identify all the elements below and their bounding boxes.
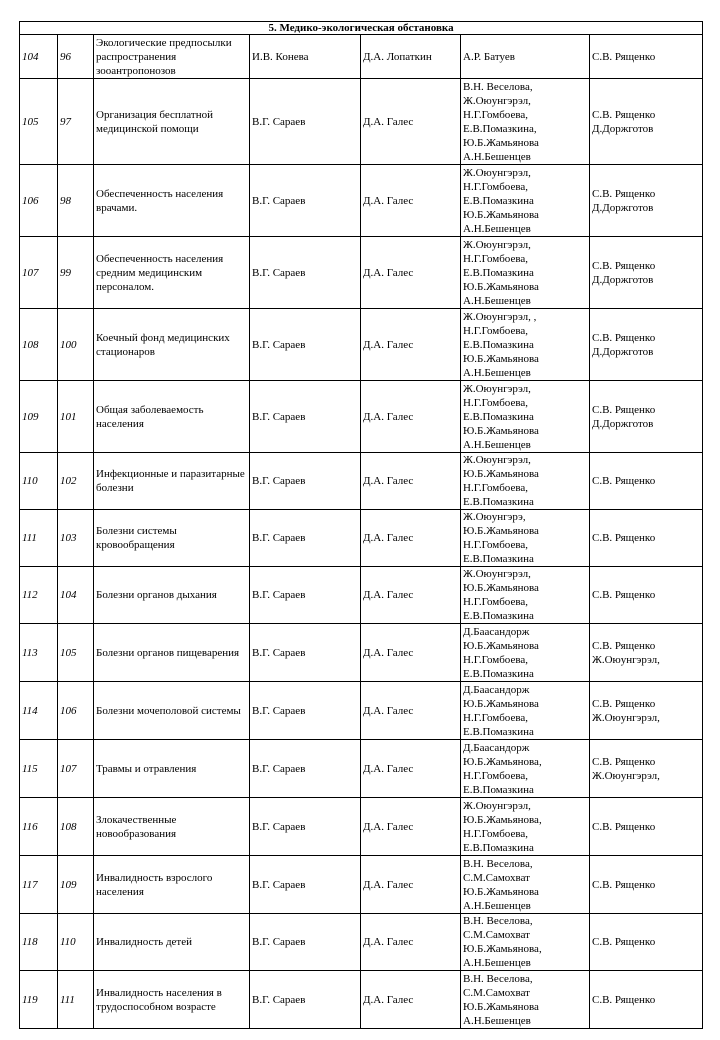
co-author: Ю.Б.Жамьянова,: [463, 755, 542, 768]
consultants-cell: [590, 381, 703, 453]
co-author: А.Н.Бешенцев: [463, 438, 531, 451]
map-author: В.Г. Сараев: [250, 453, 361, 510]
map-author: В.Г. Сараев: [250, 567, 361, 624]
table-row: [20, 309, 703, 381]
co-author: В.Н. Веселова,: [463, 857, 533, 870]
co-author: Д.Баасандорж: [463, 741, 530, 754]
co-authors-cell: [461, 624, 590, 682]
co-author: Е.В.Помазкина: [463, 553, 534, 565]
map-author: В.Г. Сараев: [250, 237, 361, 309]
map-topic: Травмы и отравления: [94, 740, 250, 798]
consultants-cell: [590, 914, 703, 971]
table-row: [20, 165, 703, 237]
consultant: Ж.Оюунгэрэл,: [592, 653, 660, 666]
co-author: С.М.Самохват: [463, 929, 530, 941]
consultant: С.В. Рященко: [592, 532, 656, 544]
consultant: С.В. Рященко: [592, 259, 656, 272]
co-author: А.Н.Бешенцев: [463, 366, 531, 379]
consultant: С.В. Рященко: [592, 331, 656, 344]
row-number: 108: [20, 309, 58, 381]
table-row: [20, 453, 703, 510]
map-editor: Д.А. Галес: [361, 798, 461, 856]
map-topic: Болезни мочеполовой системы: [94, 682, 250, 740]
consultant: С.В. Рященко: [592, 187, 656, 200]
map-editor: Д.А. Лопаткин: [361, 35, 461, 79]
map-topic: Болезни органов дыхания: [94, 567, 250, 624]
row-number: 107: [20, 237, 58, 309]
consultants-cell: [590, 309, 703, 381]
map-editor: Д.А. Галес: [361, 567, 461, 624]
map-number: 102: [58, 453, 94, 510]
co-author: В.Н. Веселова,: [463, 80, 533, 93]
consultants-cell: [590, 624, 703, 682]
map-author: В.Г. Сараев: [250, 309, 361, 381]
consultant: Д.Доржготов: [592, 201, 654, 214]
co-author: Н.Г.Гомбоева,: [463, 482, 529, 494]
row-number: 113: [20, 624, 58, 682]
map-editor: Д.А. Галес: [361, 510, 461, 567]
co-author: С.М.Самохват: [463, 986, 530, 999]
co-authors-cell: [461, 309, 590, 381]
section-title: 5. Медико-экологическая обстановка: [20, 22, 703, 35]
consultant: Д.Доржготов: [592, 345, 654, 358]
table-row: [20, 682, 703, 740]
co-author: Е.В.Помазкина,: [463, 122, 537, 135]
co-author: В.Н. Веселова,: [463, 972, 533, 985]
row-number: 119: [20, 971, 58, 1029]
map-author: В.Г. Сараев: [250, 165, 361, 237]
consultants-cell: [590, 856, 703, 914]
consultants-cell: [590, 510, 703, 567]
consultant: С.В. Рященко: [592, 878, 656, 891]
consultants-cell: [590, 237, 703, 309]
map-editor: Д.А. Галес: [361, 165, 461, 237]
map-number: 99: [58, 237, 94, 309]
consultant: С.В. Рященко: [592, 639, 656, 652]
map-editor: Д.А. Галес: [361, 237, 461, 309]
map-editor: Д.А. Галес: [361, 682, 461, 740]
co-author: Ю.Б.Жамьянова: [463, 352, 539, 365]
map-topic: Экологические предпосылки распространения зооантропонозов: [94, 35, 250, 79]
co-author: Ю.Б.Жамьянова: [463, 885, 539, 898]
map-author: В.Г. Сараев: [250, 510, 361, 567]
map-topic: Инвалидность детей: [94, 914, 250, 971]
map-topic: Обеспеченность населения средним медицинским персоналом.: [94, 237, 250, 309]
co-author: Ю.Б.Жамьянова,: [463, 813, 542, 826]
map-author: В.Г. Сараев: [250, 740, 361, 798]
co-author: Н.Г.Гомбоева,: [463, 539, 529, 551]
consultant: Д.Доржготов: [592, 273, 654, 286]
row-number: 112: [20, 567, 58, 624]
consultants-cell: [590, 682, 703, 740]
co-author: Ю.Б.Жамьянова,: [463, 943, 542, 955]
map-editor: Д.А. Галес: [361, 309, 461, 381]
section-header-row: [20, 22, 703, 35]
map-number: 106: [58, 682, 94, 740]
co-author: Ю.Б.Жамьянова: [463, 136, 539, 149]
map-number: 105: [58, 624, 94, 682]
map-number: 108: [58, 798, 94, 856]
co-author: А.Н.Бешенцев: [463, 222, 531, 235]
row-number: 115: [20, 740, 58, 798]
co-author: Е.В.Помазкина: [463, 841, 534, 854]
co-author: Д.Баасандорж: [463, 683, 530, 696]
map-topic: Коечный фонд медицинских стационаров: [94, 309, 250, 381]
co-author: А.Р. Батуев: [463, 50, 515, 63]
map-topic: Организация бесплатной медицинской помощи: [94, 79, 250, 165]
co-authors-cell: [461, 682, 590, 740]
co-author: Д.Баасандорж: [463, 625, 530, 638]
map-topic: Инвалидность взрослого населения: [94, 856, 250, 914]
consultant: Д.Доржготов: [592, 122, 654, 135]
table-row: [20, 740, 703, 798]
co-author: Ж.Оюунгэрэл,: [463, 382, 531, 395]
co-authors-cell: [461, 798, 590, 856]
consultants-cell: [590, 35, 703, 79]
map-number: 98: [58, 165, 94, 237]
map-number: 96: [58, 35, 94, 79]
co-author: Н.Г.Гомбоева,: [463, 769, 529, 782]
consultants-cell: [590, 79, 703, 165]
map-editor: Д.А. Галес: [361, 856, 461, 914]
table-row: [20, 624, 703, 682]
consultants-cell: [590, 567, 703, 624]
map-editor: Д.А. Галес: [361, 624, 461, 682]
map-topic: Инвалидность населения в трудоспособном возрасте: [94, 971, 250, 1029]
consultant: С.В. Рященко: [592, 820, 656, 833]
table-row: [20, 237, 703, 309]
co-author: Ю.Б.Жамьянова: [463, 468, 539, 480]
row-number: 109: [20, 381, 58, 453]
map-topic: Болезни системы кровообращения: [94, 510, 250, 567]
co-author: Н.Г.Гомбоева,: [463, 596, 529, 608]
co-authors-cell: [461, 381, 590, 453]
table-row: [20, 381, 703, 453]
co-authors-cell: [461, 914, 590, 971]
row-number: 104: [20, 35, 58, 79]
consultants-cell: [590, 165, 703, 237]
row-number: 117: [20, 856, 58, 914]
map-author: И.В. Конева: [250, 35, 361, 79]
co-author: Ж.Оюунгэрэ,: [463, 511, 526, 523]
co-authors-cell: [461, 79, 590, 165]
map-author: В.Г. Сараев: [250, 798, 361, 856]
co-author: Е.В.Помазкина: [463, 338, 534, 351]
row-number: 118: [20, 914, 58, 971]
co-authors-cell: [461, 237, 590, 309]
row-number: 111: [20, 510, 58, 567]
consultant: С.В. Рященко: [592, 403, 656, 416]
co-author: Е.В.Помазкина: [463, 610, 534, 622]
consultant: Ж.Оюунгэрэл,: [592, 769, 660, 782]
co-author: Е.В.Помазкина: [463, 725, 534, 738]
co-author: Н.Г.Гомбоева,: [463, 324, 529, 337]
co-author: Ж.Оюунгэрэл,: [463, 166, 531, 179]
co-authors-cell: [461, 35, 590, 79]
co-author: А.Н.Бешенцев: [463, 899, 531, 912]
row-number: 105: [20, 79, 58, 165]
map-number: 109: [58, 856, 94, 914]
map-topic: Болезни органов пищеварения: [94, 624, 250, 682]
map-editor: Д.А. Галес: [361, 453, 461, 510]
co-author: Ю.Б.Жамьянова: [463, 697, 539, 710]
consultant: Ж.Оюунгэрэл,: [592, 711, 660, 724]
co-author: С.М.Самохват: [463, 871, 530, 884]
map-author: В.Г. Сараев: [250, 381, 361, 453]
co-author: Н.Г.Гомбоева,: [463, 711, 529, 724]
co-author: Е.В.Помазкина: [463, 496, 534, 508]
map-author: В.Г. Сараев: [250, 971, 361, 1029]
co-author: Ю.Б.Жамьянова: [463, 639, 539, 652]
co-author: Ю.Б.Жамьянова: [463, 280, 539, 293]
consultant: С.В. Рященко: [592, 108, 656, 121]
consultant: С.В. Рященко: [592, 755, 656, 768]
co-authors-cell: [461, 567, 590, 624]
table-row: [20, 79, 703, 165]
map-editor: Д.А. Галес: [361, 740, 461, 798]
co-author: Н.Г.Гомбоева,: [463, 827, 529, 840]
row-number: 114: [20, 682, 58, 740]
co-author: Е.В.Помазкина: [463, 783, 534, 796]
map-author: В.Г. Сараев: [250, 856, 361, 914]
map-number: 103: [58, 510, 94, 567]
table-row: [20, 914, 703, 971]
co-author: Ю.Б.Жамьянова: [463, 582, 539, 594]
consultant: С.В. Рященко: [592, 50, 656, 63]
co-author: Ж.Оюунгэрэл,: [463, 799, 531, 812]
consultants-cell: [590, 971, 703, 1029]
consultants-cell: [590, 740, 703, 798]
co-author: Н.Г.Гомбоева,: [463, 180, 529, 193]
map-topic: Общая заболеваемость населения: [94, 381, 250, 453]
table-row: [20, 856, 703, 914]
map-editor: Д.А. Галес: [361, 914, 461, 971]
co-author: А.Н.Бешенцев: [463, 1014, 531, 1027]
map-author: В.Г. Сараев: [250, 682, 361, 740]
map-topic: Злокачественные новообразования: [94, 798, 250, 856]
co-author: Е.В.Помазкина: [463, 194, 534, 207]
co-authors-cell: [461, 165, 590, 237]
consultants-cell: [590, 453, 703, 510]
map-topic: Обеспеченность населения врачами.: [94, 165, 250, 237]
table-row: [20, 971, 703, 1029]
table-row: [20, 35, 703, 79]
consultants-cell: [590, 798, 703, 856]
co-author: Н.Г.Гомбоева,: [463, 108, 529, 121]
map-editor: Д.А. Галес: [361, 381, 461, 453]
co-author: Ю.Б.Жамьянова: [463, 1000, 539, 1013]
map-editor: Д.А. Галес: [361, 971, 461, 1029]
co-author: Ж.Оюунгэрэл, ,: [463, 310, 537, 323]
co-author: Ю.Б.Жамьянова: [463, 424, 539, 437]
map-author: В.Г. Сараев: [250, 914, 361, 971]
co-author: А.Н.Бешенцев: [463, 957, 531, 969]
co-authors-cell: [461, 740, 590, 798]
co-author: Ж.Оюунгэрэл,: [463, 568, 531, 580]
co-author: А.Н.Бешенцев: [463, 150, 531, 163]
co-author: Е.В.Помазкина: [463, 266, 534, 279]
consultant: С.В. Рященко: [592, 993, 656, 1006]
co-authors-cell: [461, 971, 590, 1029]
row-number: 116: [20, 798, 58, 856]
co-author: А.Н.Бешенцев: [463, 294, 531, 307]
co-author: Ж.Оюунгэрэл,: [463, 454, 531, 466]
map-topic: Инфекционные и паразитарные болезни: [94, 453, 250, 510]
map-number: 100: [58, 309, 94, 381]
map-number: 111: [58, 971, 94, 1029]
map-number: 104: [58, 567, 94, 624]
map-number: 110: [58, 914, 94, 971]
map-author: В.Г. Сараев: [250, 624, 361, 682]
co-author: Е.В.Помазкина: [463, 410, 534, 423]
co-author: Н.Г.Гомбоева,: [463, 252, 529, 265]
co-author: Н.Г.Гомбоева,: [463, 396, 529, 409]
co-authors-cell: [461, 453, 590, 510]
consultant: Д.Доржготов: [592, 417, 654, 430]
consultant: С.В. Рященко: [592, 697, 656, 710]
table-row: [20, 510, 703, 567]
row-number: 110: [20, 453, 58, 510]
map-editor: Д.А. Галес: [361, 79, 461, 165]
map-number: 97: [58, 79, 94, 165]
document-table: [19, 21, 703, 1029]
co-author: Н.Г.Гомбоева,: [463, 653, 529, 666]
consultant: С.В. Рященко: [592, 589, 656, 601]
co-author: Ю.Б.Жамьянова: [463, 525, 539, 537]
consultant: С.В. Рященко: [592, 475, 656, 487]
table-row: [20, 567, 703, 624]
consultant: С.В. Рященко: [592, 936, 656, 948]
co-author: В.Н. Веселова,: [463, 915, 533, 927]
map-number: 101: [58, 381, 94, 453]
co-author: Е.В.Помазкина: [463, 667, 534, 680]
co-author: Ю.Б.Жамьянова: [463, 208, 539, 221]
map-author: В.Г. Сараев: [250, 79, 361, 165]
co-author: Ж.Оюунгэрэл,: [463, 238, 531, 251]
co-authors-cell: [461, 856, 590, 914]
row-number: 106: [20, 165, 58, 237]
co-authors-cell: [461, 510, 590, 567]
co-author: Ж.Оюунгэрэл,: [463, 94, 531, 107]
table-row: [20, 798, 703, 856]
map-number: 107: [58, 740, 94, 798]
